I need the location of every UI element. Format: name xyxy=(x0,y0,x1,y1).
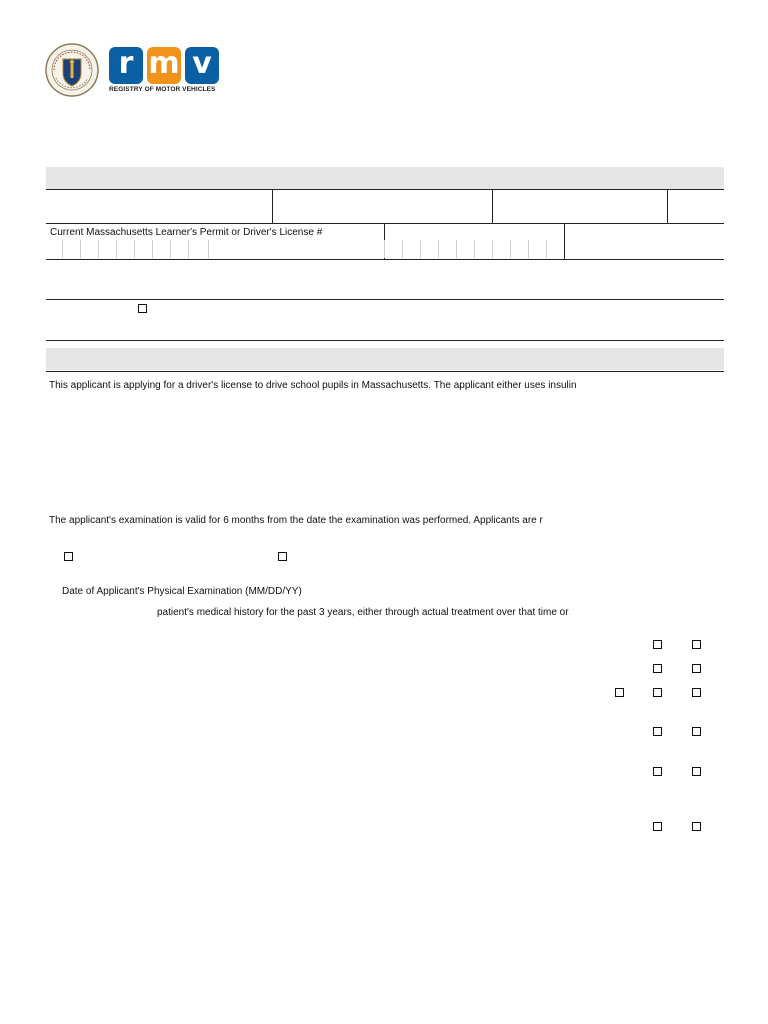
row4-checkbox[interactable] xyxy=(138,304,147,313)
q6-no-checkbox[interactable] xyxy=(692,822,701,831)
q2-yes-checkbox[interactable] xyxy=(653,664,662,673)
rmv-logo-letter-v: v xyxy=(185,47,219,84)
q3-yes-checkbox[interactable] xyxy=(653,688,662,697)
middle-name-field[interactable] xyxy=(493,190,667,223)
license-number-input[interactable] xyxy=(62,240,212,258)
section-header-band-1 xyxy=(46,167,724,189)
q1-no-checkbox[interactable] xyxy=(692,640,701,649)
rmv-logo-letter-m: m xyxy=(147,47,181,84)
exam-date-label: Date of Applicant's Physical Examination (MM/DD/YY) xyxy=(62,586,302,597)
q4-no-checkbox[interactable] xyxy=(692,727,701,736)
row3-bottom-rule xyxy=(46,299,724,300)
phone-field[interactable] xyxy=(565,224,724,260)
certification-option-2-checkbox[interactable] xyxy=(278,552,287,561)
rmv-logo-tagline: REGISTRY OF MOTOR VEHICLES xyxy=(109,86,216,93)
address-field[interactable] xyxy=(46,260,724,298)
q5-no-checkbox[interactable] xyxy=(692,767,701,776)
validity-paragraph: The applicant's examination is valid for 6 months from the date the examination was performed. Applicants are r xyxy=(49,515,543,526)
section-2-rule xyxy=(46,371,724,372)
q3-extra-checkbox[interactable] xyxy=(615,688,624,697)
section-header-band-2 xyxy=(46,348,724,370)
certification-option-1-checkbox[interactable] xyxy=(64,552,73,561)
q1-yes-checkbox[interactable] xyxy=(653,640,662,649)
medical-history-text: patient's medical history for the past 3 years, either through actual treatment over that time or xyxy=(157,607,569,618)
q4-yes-checkbox[interactable] xyxy=(653,727,662,736)
license-number-label: Current Massachusetts Learner's Permit or Driver's License # xyxy=(50,227,323,238)
q6-yes-checkbox[interactable] xyxy=(653,822,662,831)
q3-no-checkbox[interactable] xyxy=(692,688,701,697)
first-name-field[interactable] xyxy=(273,190,492,223)
suffix-field[interactable] xyxy=(668,190,724,223)
rmv-logo-letter-r: r xyxy=(109,47,143,84)
date-of-birth-input[interactable] xyxy=(384,240,554,258)
massachusetts-seal-icon xyxy=(44,42,100,98)
last-name-field[interactable] xyxy=(46,190,272,223)
row4-bottom-rule xyxy=(46,340,724,341)
intro-paragraph: This applicant is applying for a driver's license to drive school pupils in Massachusetts. The applicant either uses insulin xyxy=(49,380,577,391)
q2-no-checkbox[interactable] xyxy=(692,664,701,673)
q5-yes-checkbox[interactable] xyxy=(653,767,662,776)
